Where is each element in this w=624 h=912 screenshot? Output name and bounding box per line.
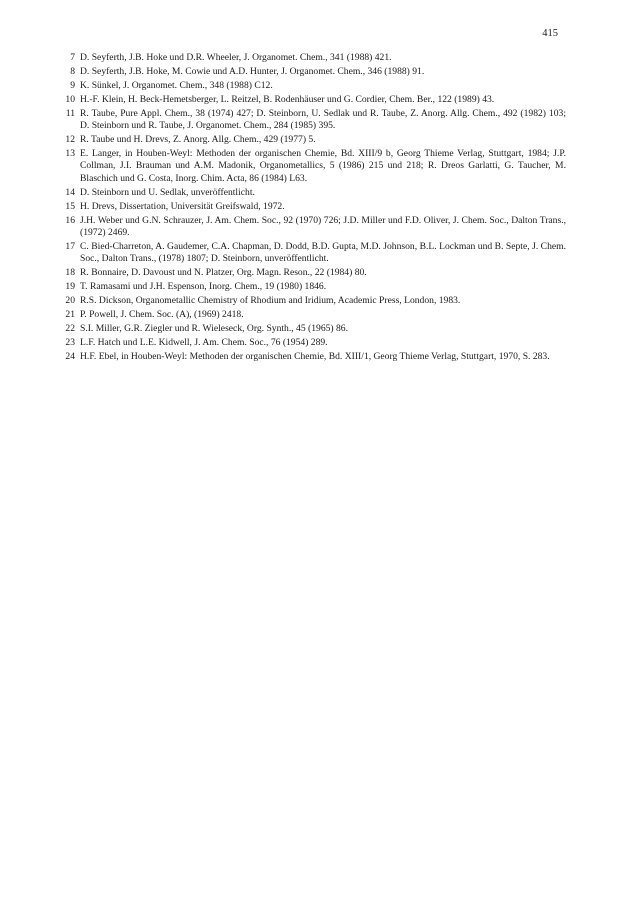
reference-item	[58, 201, 566, 214]
reference-text: R. Taube, Pure Appl. Chem., 38 (1974) 427; D. Steinborn, U. Sedlak und R. Taube, Z. Anorg. Allg. Chem., 492 (1982) 103; D. Steinborn und R. Taube, J. Organomet. Chem., 284 (1985) 395.	[80, 107, 566, 132]
reference-number: 20	[65, 295, 75, 307]
reference-text: H. Drevs, Dissertation, Universität Greifswald, 1972.	[80, 200, 285, 212]
reference-item	[58, 337, 566, 350]
reference-text: L.F. Hatch und L.E. Kidwell, J. Am. Chem. Soc., 76 (1954) 289.	[80, 336, 328, 348]
reference-text: K. Sünkel, J. Organomet. Chem., 348 (1988) C12.	[80, 79, 273, 91]
reference-item	[58, 148, 566, 186]
reference-text: C. Bied-Charreton, A. Gaudemer, C.A. Chapman, D. Dodd, B.D. Gupta, M.D. Johnson, B.L. Lockman und B. Septe, J. Chem. Soc., Dalton Trans., (1978) 1807; D. Steinborn, unveröffentlicht.	[80, 240, 566, 265]
reference-item	[58, 52, 566, 65]
reference-text: T. Ramasami und J.H. Espenson, Inorg. Chem., 19 (1980) 1846.	[80, 281, 327, 293]
reference-item	[58, 323, 566, 336]
reference-number: 10	[65, 93, 75, 105]
reference-number: 17	[65, 240, 75, 252]
reference-number: 11	[65, 107, 75, 119]
reference-text: P. Powell, J. Chem. Soc. (A), (1969) 2418.	[80, 308, 244, 320]
reference-number: 19	[65, 281, 75, 293]
reference-number: 12	[65, 133, 75, 145]
reference-item	[58, 295, 566, 308]
reference-item	[58, 134, 566, 147]
reference-item	[58, 241, 566, 266]
page-number: 415	[542, 28, 558, 39]
reference-item	[58, 215, 566, 240]
reference-number: 8	[70, 65, 75, 77]
reference-number: 15	[65, 200, 75, 212]
reference-text: E. Langer, in Houben-Weyl: Methoden der organischen Chemie, Bd. XIII/9 b, Georg Thieme Verlag, Stuttgart, 1984; J.P. Collman, J.I. Brauman und A.M. Madonik, Organometallics, 5 (1986) 215 und 218; R. Dreos Garlatti, G. Taucher, M. Blaschich und G. Costa, Inorg. Chim. Acta, 86 (1984) L63.	[80, 147, 566, 184]
reference-item	[58, 94, 566, 107]
reference-number: 22	[65, 322, 75, 334]
reference-number: 16	[65, 214, 75, 226]
reference-number: 23	[65, 336, 75, 348]
reference-item	[58, 80, 566, 93]
reference-item	[58, 108, 566, 133]
reference-item	[58, 66, 566, 79]
reference-number: 14	[65, 186, 75, 198]
reference-text: J.H. Weber und G.N. Schrauzer, J. Am. Chem. Soc., 92 (1970) 726; J.D. Miller und F.D. Oliver, J. Chem. Soc., Dalton Trans., (1972) 2469.	[80, 214, 566, 239]
reference-number: 24	[65, 350, 75, 362]
reference-item	[58, 351, 566, 364]
reference-text: R. Taube und H. Drevs, Z. Anorg. Allg. Chem., 429 (1977) 5.	[80, 133, 316, 145]
reference-list	[58, 52, 566, 365]
reference-text: D. Seyferth, J.B. Hoke und D.R. Wheeler, J. Organomet. Chem., 341 (1988) 421.	[80, 52, 392, 63]
reference-text: D. Steinborn und U. Sedlak, unveröffentlicht.	[80, 186, 255, 198]
reference-item	[58, 281, 566, 294]
reference-text: S.I. Miller, G.R. Ziegler und R. Wieleseck, Org. Synth., 45 (1965) 86.	[80, 322, 349, 334]
reference-text: H.F. Ebel, in Houben-Weyl: Methoden der organischen Chemie, Bd. XIII/1, Georg Thieme Verlag, Stuttgart, 1970, S. 283.	[80, 350, 550, 362]
reference-number: 9	[70, 79, 75, 91]
reference-number: 18	[65, 267, 75, 279]
reference-text: R. Bonnaire, D. Davoust und N. Platzer, Org. Magn. Reson., 22 (1984) 80.	[80, 267, 367, 279]
reference-number: 13	[65, 147, 75, 159]
reference-text: H.-F. Klein, H. Beck-Hemetsberger, L. Reitzel, B. Rodenhäuser und G. Cordier, Chem. Ber., 122 (1989) 43.	[80, 93, 495, 105]
reference-number: 7	[70, 52, 75, 63]
reference-item	[58, 309, 566, 322]
reference-number: 21	[65, 308, 75, 320]
reference-item	[58, 187, 566, 200]
reference-text: D. Seyferth, J.B. Hoke, M. Cowie und A.D. Hunter, J. Organomet. Chem., 346 (1988) 91.	[80, 65, 425, 77]
reference-item	[58, 267, 566, 280]
reference-text: R.S. Dickson, Organometallic Chemistry of Rhodium and Iridium, Academic Press, London, 1983.	[80, 295, 461, 307]
